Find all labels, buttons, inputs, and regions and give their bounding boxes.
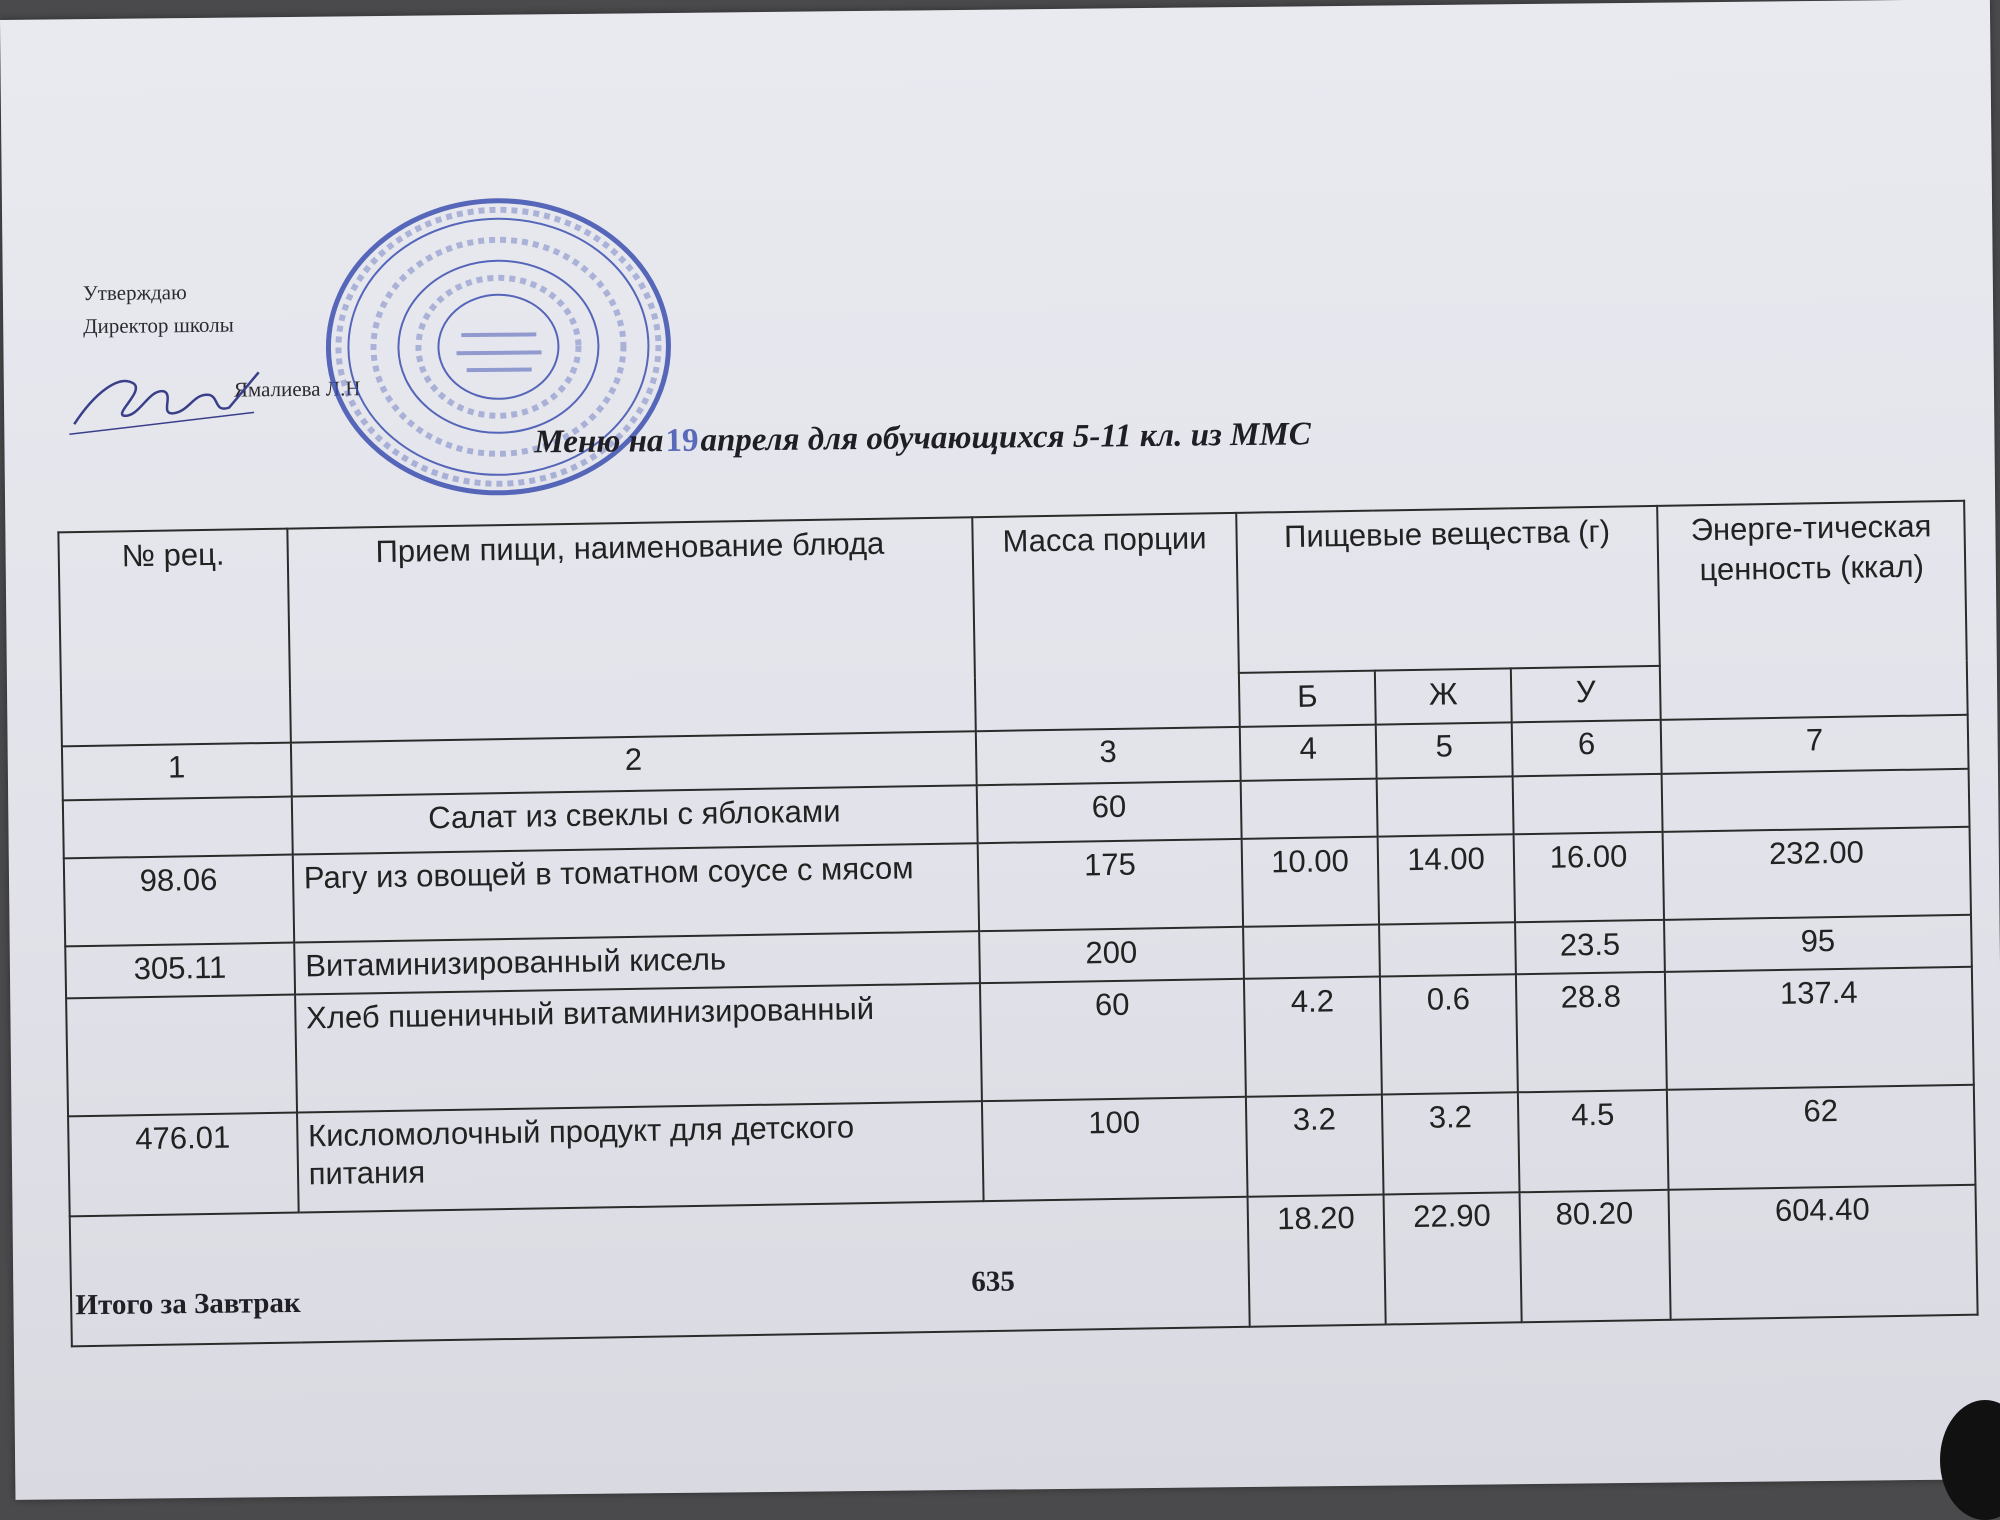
portion-mass: 200 xyxy=(979,927,1244,983)
carbs-value: 4.5 xyxy=(1518,1090,1669,1192)
total-label: Итого за Завтрак xyxy=(75,1286,301,1322)
total-energy: 604.40 xyxy=(1668,1185,1977,1320)
total-protein: 18.20 xyxy=(1248,1195,1386,1327)
header-dish-name: Прием пищи, наименование блюда xyxy=(287,517,976,742)
menu-table xyxy=(57,500,1978,1348)
portion-mass: 175 xyxy=(977,839,1243,931)
protein-value: 3.2 xyxy=(1246,1095,1384,1197)
approval-block xyxy=(82,276,361,402)
header-protein: Б xyxy=(1239,671,1376,727)
energy-value: 62 xyxy=(1667,1085,1976,1190)
protein-value: 4.2 xyxy=(1244,977,1382,1097)
protein-value xyxy=(1241,779,1378,839)
column-number: 6 xyxy=(1512,720,1662,776)
fat-value: 0.6 xyxy=(1380,974,1518,1094)
column-number: 1 xyxy=(62,743,292,801)
title-prefix: Меню на xyxy=(534,423,664,461)
dish-name: Салат из свеклы с яблоками xyxy=(291,785,977,854)
portion-mass: 100 xyxy=(982,1097,1248,1201)
recipe-no: 305.11 xyxy=(65,943,295,999)
energy-value: 95 xyxy=(1664,915,1972,972)
energy-value: 137.4 xyxy=(1665,967,1974,1090)
header-carbs: У xyxy=(1511,666,1661,722)
fat-value xyxy=(1379,922,1516,976)
recipe-no xyxy=(63,797,293,859)
column-number: 3 xyxy=(976,727,1241,785)
energy-value: 232.00 xyxy=(1663,827,1971,920)
title-suffix: апреля для обучающихся 5-11 кл. из ММС xyxy=(700,416,1311,459)
recipe-no xyxy=(66,995,297,1117)
dish-name: Хлеб пшеничный витаминизированный xyxy=(295,983,982,1112)
signature-image xyxy=(64,352,265,444)
title-day: 19 xyxy=(665,422,699,460)
portion-mass: 60 xyxy=(976,781,1241,843)
director-name: Ямалиева Л.Н xyxy=(233,376,361,402)
fat-value: 3.2 xyxy=(1382,1092,1520,1194)
approval-label: Утверждаю xyxy=(82,280,187,306)
total-mass: 635 xyxy=(971,1265,1015,1298)
column-number: 7 xyxy=(1661,715,1969,774)
header-portion-mass: Масса порции xyxy=(972,513,1240,731)
header-nutrients: Пищевые вещества (г) xyxy=(1236,506,1660,673)
header-recipe-no: № рец. xyxy=(58,529,290,747)
dish-name: Витаминизированный кисель xyxy=(294,931,980,994)
dish-name: Кисломолочный продукт для детского питания xyxy=(297,1101,984,1212)
director-label: Директор школы xyxy=(83,312,234,339)
header-fat: Ж xyxy=(1375,668,1512,724)
fat-value: 14.00 xyxy=(1378,834,1515,924)
carbs-value: 16.00 xyxy=(1514,832,1664,922)
total-fat: 22.90 xyxy=(1384,1192,1522,1324)
column-number: 4 xyxy=(1240,725,1377,781)
portion-mass: 60 xyxy=(980,979,1246,1101)
column-number: 2 xyxy=(291,731,977,796)
header-energy: Энерге-тическая ценность (ккал) xyxy=(1657,501,1968,720)
carbs-value: 23.5 xyxy=(1515,920,1665,974)
recipe-no: 98.06 xyxy=(64,855,294,947)
column-number: 5 xyxy=(1376,722,1513,778)
fat-value xyxy=(1377,776,1514,836)
energy-value xyxy=(1662,769,1970,832)
carbs-value xyxy=(1513,774,1663,834)
recipe-no: 476.01 xyxy=(68,1113,298,1217)
protein-value xyxy=(1243,925,1380,979)
protein-value: 10.00 xyxy=(1242,837,1379,927)
page-title xyxy=(534,416,1311,461)
carbs-value: 28.8 xyxy=(1516,972,1667,1092)
dish-name: Рагу из овощей в томатном соусе с мясом xyxy=(292,843,978,942)
total-carbs: 80.20 xyxy=(1520,1190,1671,1322)
header-row xyxy=(58,501,1966,693)
total-label-cell xyxy=(70,1197,1250,1347)
